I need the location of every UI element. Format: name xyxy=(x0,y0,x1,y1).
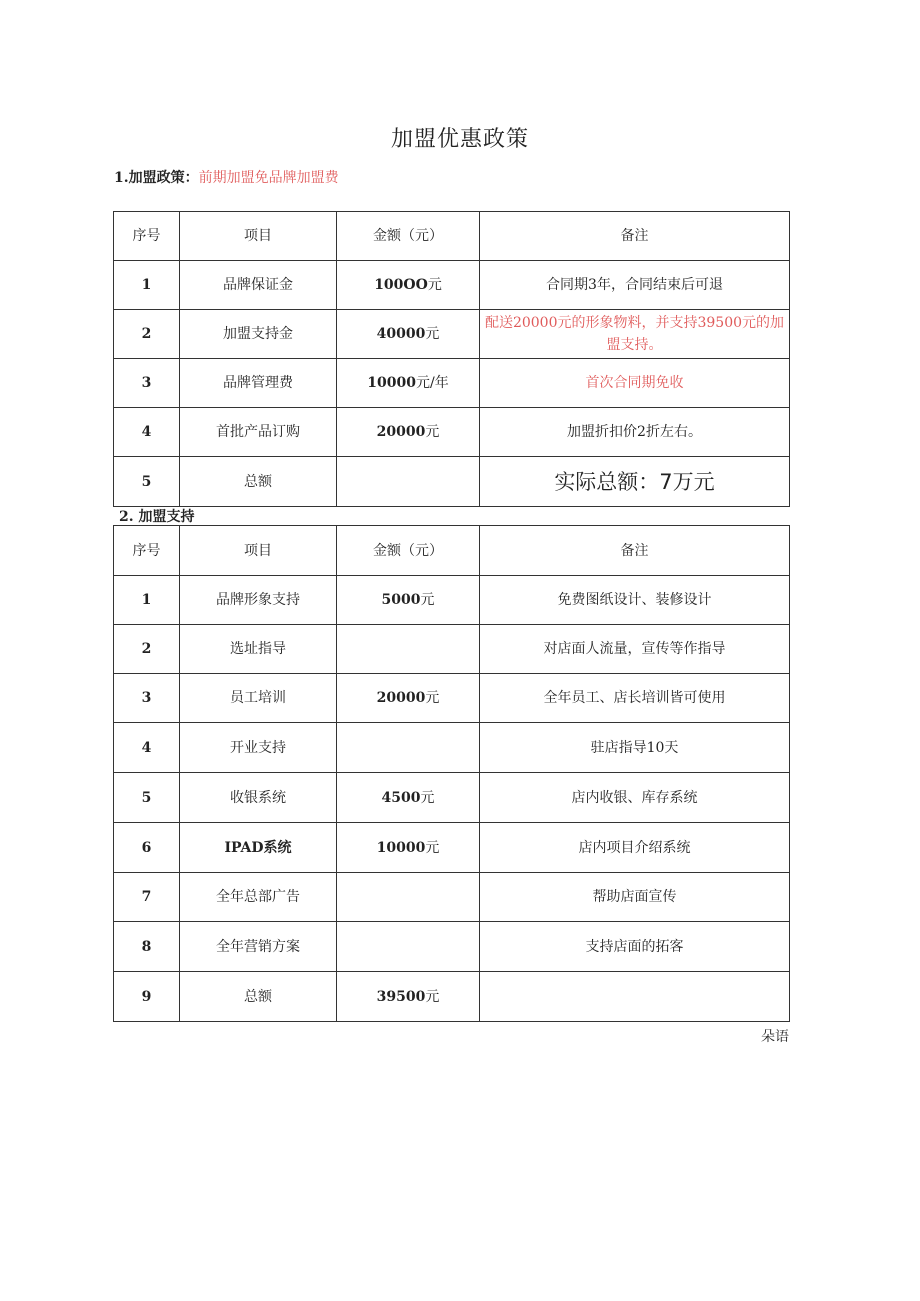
amount-number: 39500 xyxy=(376,988,426,1005)
row-no: 1 xyxy=(114,261,180,310)
amount-number: 20000 xyxy=(376,690,426,706)
row-item: 员工培训 xyxy=(180,674,337,723)
row-item: 总额 xyxy=(180,972,337,1022)
table-row xyxy=(114,625,790,674)
page-title: 加盟优惠政策 xyxy=(390,127,529,152)
table-row xyxy=(114,576,790,625)
amount-number: 20000 xyxy=(376,424,426,440)
table-row xyxy=(114,823,790,873)
amount-unit: 元 xyxy=(425,424,440,440)
row-amount xyxy=(337,773,480,823)
row-item: 全年营销方案 xyxy=(180,922,337,972)
row-no: 7 xyxy=(114,873,180,922)
row-amount xyxy=(337,408,480,457)
table-row xyxy=(114,674,790,723)
row-note: 全年员工、店长培训皆可使用 xyxy=(480,674,790,723)
row-item: 选址指导 xyxy=(180,625,337,674)
policy-value: 前期加盟免品牌加盟费 xyxy=(198,170,339,186)
row-note: 合同期3年，合同结束后可退 xyxy=(480,261,790,310)
row-item: 加盟支持金 xyxy=(180,310,337,359)
header-amount: 金额（元） xyxy=(337,212,480,261)
row-note xyxy=(480,972,790,1022)
table-row-total xyxy=(114,972,790,1022)
amount-unit: 元 xyxy=(425,326,440,342)
header-no: 序号 xyxy=(114,526,180,576)
table-row xyxy=(114,359,790,408)
row-no: 3 xyxy=(114,359,180,408)
row-item: 品牌管理费 xyxy=(180,359,337,408)
row-no: 8 xyxy=(114,922,180,972)
row-item: IPAD系统 xyxy=(180,823,337,873)
row-note: 配送20000元的形象物料，并支持39500元的加盟支持。 xyxy=(480,310,790,359)
row-amount xyxy=(337,457,480,507)
row-note: 驻店指导10天 xyxy=(480,723,790,773)
row-amount xyxy=(337,576,480,625)
row-amount xyxy=(337,359,480,408)
table-header-row xyxy=(114,526,790,576)
row-amount xyxy=(337,261,480,310)
row-no: 1 xyxy=(114,576,180,625)
header-note: 备注 xyxy=(480,526,790,576)
header-amount: 金额（元） xyxy=(337,526,480,576)
amount-number: 5000 xyxy=(381,592,421,608)
row-note: 首次合同期免收 xyxy=(480,359,790,408)
row-amount xyxy=(337,723,480,773)
table-row xyxy=(114,873,790,922)
table-row xyxy=(114,310,790,359)
amount-unit: 元 xyxy=(425,690,440,706)
row-no: 9 xyxy=(114,972,180,1022)
row-item: 品牌形象支持 xyxy=(180,576,337,625)
row-item: 开业支持 xyxy=(180,723,337,773)
row-no: 4 xyxy=(114,723,180,773)
franchise-support-table xyxy=(113,525,790,1022)
row-note: 加盟折扣价2折左右。 xyxy=(480,408,790,457)
row-note: 支持店面的拓客 xyxy=(480,922,790,972)
amount-number: 4500 xyxy=(381,789,421,806)
amount-unit: 元 xyxy=(425,988,440,1005)
row-no: 3 xyxy=(114,674,180,723)
row-item: 品牌保证金 xyxy=(180,261,337,310)
amount-unit: 元 xyxy=(420,789,435,806)
row-note: 免费图纸设计、装修设计 xyxy=(480,576,790,625)
row-amount xyxy=(337,873,480,922)
amount-number: 10000 xyxy=(376,839,426,856)
table-header-row xyxy=(114,212,790,261)
row-item: 收银系统 xyxy=(180,773,337,823)
franchise-fee-table xyxy=(113,211,790,507)
footer-brand: 朵语 xyxy=(761,1029,789,1045)
amount-number: 40000 xyxy=(376,326,426,342)
table-row xyxy=(114,773,790,823)
row-item: 总额 xyxy=(180,457,337,507)
row-amount xyxy=(337,972,480,1022)
row-no: 4 xyxy=(114,408,180,457)
amount-unit: 元/年 xyxy=(416,375,449,391)
row-note: 帮助店面宣传 xyxy=(480,873,790,922)
policy-line xyxy=(114,167,339,187)
policy-label: 1.加盟政策： xyxy=(114,170,199,186)
row-no: 5 xyxy=(114,773,180,823)
table-row xyxy=(114,723,790,773)
row-item: 全年总部广告 xyxy=(180,873,337,922)
row-note: 对店面人流量，宣传等作指导 xyxy=(480,625,790,674)
row-note: 店内项目介绍系统 xyxy=(480,823,790,873)
header-note: 备注 xyxy=(480,212,790,261)
row-no: 6 xyxy=(114,823,180,873)
table-row xyxy=(114,408,790,457)
row-item: 首批产品订购 xyxy=(180,408,337,457)
row-amount xyxy=(337,625,480,674)
row-note: 店内收银、库存系统 xyxy=(480,773,790,823)
section-2-label: 2. 加盟支持 xyxy=(119,509,195,525)
amount-unit: 元 xyxy=(420,592,435,608)
header-item: 项目 xyxy=(180,212,337,261)
row-amount xyxy=(337,922,480,972)
row-no: 2 xyxy=(114,625,180,674)
header-item: 项目 xyxy=(180,526,337,576)
table-row xyxy=(114,922,790,972)
row-amount xyxy=(337,310,480,359)
table-row xyxy=(114,261,790,310)
row-no: 2 xyxy=(114,310,180,359)
table-row-total xyxy=(114,457,790,507)
amount-unit: 元 xyxy=(427,277,442,293)
row-amount xyxy=(337,823,480,873)
header-no: 序号 xyxy=(114,212,180,261)
total-note: 实际总额：7万元 xyxy=(480,457,790,507)
amount-number: 10000 xyxy=(367,375,416,391)
row-no: 5 xyxy=(114,457,180,507)
amount-number: 100OO xyxy=(374,277,428,293)
row-amount xyxy=(337,674,480,723)
amount-unit: 元 xyxy=(425,839,440,856)
